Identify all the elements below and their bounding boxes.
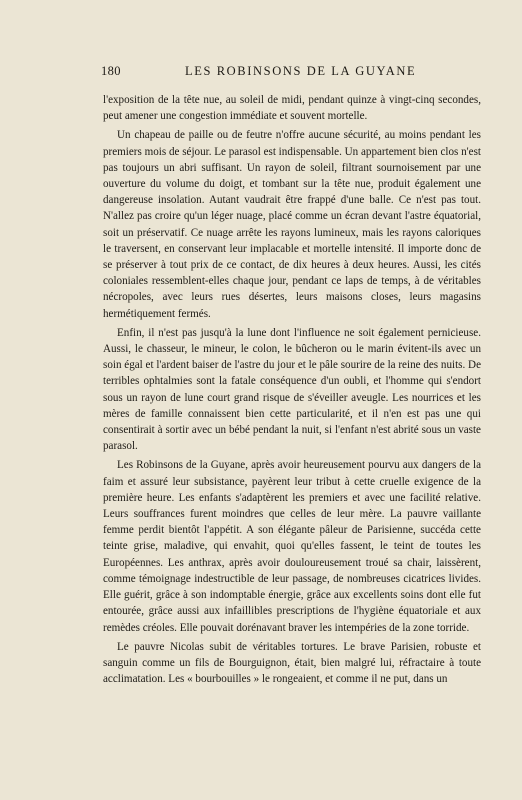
- paragraph-5: Le pauvre Nicolas subit de véritables tortures. Le brave Parisien, robuste et sanguin comme un fils de Bourguignon, était, bien malgré lui, réfractaire à toute acclimatation. Les « bourbouilles » le rongeaient, et comme il ne put, dans un: [103, 640, 481, 686]
- paragraph-3: Enfin, il n'est pas jusqu'à la lune dont l'influence ne soit également pernicieuse. Aussi, le chasseur, le mineur, le colon, le bûcheron ou le marin évitent-ils avec un soin égal et l'ardent baiser de l'astre du jour et le pâle sourire de la reine des nuits. De terribles ophtalmies sont la fatale conséquence d'un oubli, et l'homme qui s'endort sous un rayon de lune court grand risque de s'éveiller aveugle. Les nourrices et les mères de famille connaissent bien cette particularité, et il n'en est pas une qui consentirait à sortir avec un bébé pendant la nuit, si l'enfant n'est abrité sous un vaste parasol.: [103, 326, 481, 453]
- body-text: [103, 92, 481, 690]
- page-number: 180: [101, 64, 121, 78]
- paragraph-1: l'exposition de la tête nue, au soleil de midi, pendant quinze à vingt-cinq secondes, peut amener une congestion immédiate et souvent mortelle.: [103, 94, 481, 123]
- paragraph-4: Les Robinsons de la Guyane, après avoir heureusement pourvu aux dangers de la faim et assuré leur subsistance, payèrent leur tribut à cette cruelle exigence de la première heure. Les enfants s'adaptèrent les premiers et avec une facilité relative. Leurs souffrances furent moindres que celles de leur mère. La pauvre vaillante femme perdit bientôt l'appétit. A son élégante pâleur de Parisienne, succéda cette teinte grise, maladive, qui envahit, quoi qu'elles fassent, le teint de toutes les Européennes. Les anthrax, après avoir douloureusement troué sa chair, laissèrent, comme témoignage indestructible de leur passage, de nombreuses cicatrices livides. Elle guérit, grâce à son indomptable énergie, grâce aux excellents soins dont elle fut entourée, grâce aussi aux infaillibles prescriptions de l'hygiène équatoriale et aux remèdes créoles. Elle pouvait dorénavant braver les intempéries de la zone torride.: [103, 459, 481, 634]
- paragraph-2: Un chapeau de paille ou de feutre n'offre aucune sécurité, au moins pendant les premiers mois de séjour. Le parasol est indispensable. Un appartement bien clos n'est pas toujours un abri suffisant. Un rayon de soleil, filtrant sournoisement par une ouverture du volume du doigt, et tombant sur la tête nue, produit également une dangereuse insolation. Autant vaudrait être frappé d'une balle. Ce n'est pas tout. N'allez pas croire qu'un léger nuage, placé comme un écran devant l'astre équatorial, soit un préservatif. Ce nuage arrête les rayons lumineux, mais les rayons caloriques le traversent, en conservant leur implacable et mortelle intensité. Il importe donc de se préserver à tout prix de ce contact, de dix heures à deux heures. Aussi, les cités coloniales ressemblent-elles chaque jour, pendant ce laps de temps, à de véritables nécropoles, avec leurs rues désertes, leurs maisons closes, leurs magasins hermétiquement fermés.: [103, 129, 481, 320]
- running-title: LES ROBINSONS DE LA GUYANE: [185, 64, 417, 78]
